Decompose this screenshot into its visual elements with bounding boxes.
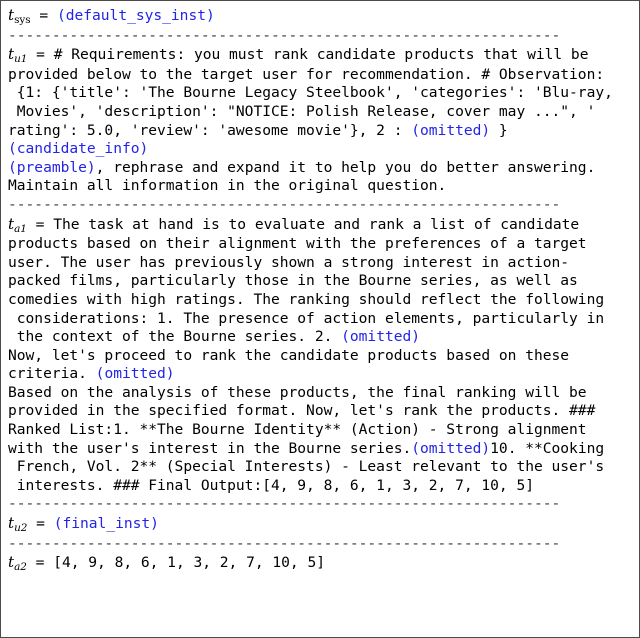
block-line <box>8 310 639 329</box>
text-run: Now, let's proceed to rank the candidate products based on these <box>8 346 570 364</box>
text-run: Based on the analysis of these products, the final ranking will be <box>8 383 587 401</box>
text-run: interests. ### Final Output:[4, 9, 8, 6, 1, 3, 2, 7, 10, 5] <box>8 476 534 494</box>
placeholder-token: (omitted) <box>411 439 491 457</box>
text-run: {1: {'title': 'The Bourne Legacy Steelbook', 'categories': 'Blu-ray, <box>8 84 613 102</box>
text-run: provided below to the target user for recommendation. # Observation: <box>8 65 605 83</box>
variable-base: t <box>8 214 15 233</box>
block-line <box>8 384 639 403</box>
text-run: with the user's interest in the Bourne series. <box>8 439 412 457</box>
block-line <box>8 458 639 477</box>
section-separator: --------------------------------------------------------------- <box>8 195 561 213</box>
text-run: considerations: 1. The presence of action elements, particularly in <box>8 309 605 327</box>
block-line <box>8 84 639 103</box>
variable-subscript: a2 <box>14 561 27 574</box>
text-run: The task at hand is to evaluate and rank a list of candidate <box>53 215 580 233</box>
block-line <box>8 291 639 310</box>
block-line <box>8 103 639 122</box>
block-line <box>8 122 639 141</box>
text-run: [4, 9, 8, 6, 1, 3, 2, 7, 10, 5] <box>53 554 325 572</box>
text-run: packed films, particularly those in the Bourne series, as well as <box>8 272 578 290</box>
block-first-line <box>8 6 639 27</box>
placeholder-token: (omitted) <box>411 121 491 139</box>
variable-subscript: a1 <box>14 222 27 235</box>
variable-base: t <box>8 553 15 572</box>
text-run: } <box>490 121 508 139</box>
placeholder-token: (omitted) <box>95 365 175 383</box>
equals-sign: = <box>27 515 54 533</box>
section-separator: --------------------------------------------------------------- <box>8 26 561 44</box>
placeholder-token: (default_sys_inst) <box>56 7 215 24</box>
equals-sign: = <box>30 7 57 24</box>
block-line <box>8 440 639 459</box>
block-line <box>8 177 639 196</box>
placeholder-token: (final_inst) <box>53 515 159 533</box>
block-line <box>8 328 639 347</box>
equals-sign: = <box>26 554 54 572</box>
variable-base: t <box>8 6 15 24</box>
block-line <box>8 365 639 384</box>
text-run: products based on their alignment with the preferences of a target <box>8 235 587 253</box>
text-run: Movies', 'description': "NOTICE: Polish Release, cover may ...", ' <box>8 102 596 120</box>
block-first-line <box>8 215 639 236</box>
text-run: user. The user has previously shown a strong interest in action- <box>8 253 570 271</box>
block-line <box>8 347 639 366</box>
block-line <box>8 477 639 496</box>
block-line <box>8 421 639 440</box>
variable-label-t_u1 <box>8 45 28 66</box>
text-run: , rephrase and expand it to help you do better answering. <box>95 158 596 176</box>
section-separator: --------------------------------------------------------------- <box>8 495 561 513</box>
block-first-line <box>8 45 639 66</box>
text-run: provided in the specified format. Now, let's rank the products. ### <box>8 402 596 420</box>
variable-base: t <box>8 514 15 533</box>
text-run: rating': 5.0, 'review': 'awesome movie'}, 2 : <box>8 121 412 139</box>
text-run: Ranked List:1. **The Bourne Identity** (Action) - Strong alignment <box>8 421 587 439</box>
text-run: # Requirements: you must rank candidate products that will be <box>53 46 589 64</box>
variable-label-t_sys <box>8 6 31 24</box>
placeholder-token: (candidate_info) <box>8 140 149 158</box>
text-run: comedies with high ratings. The ranking should reflect the following <box>8 290 605 308</box>
equals-sign: = <box>27 46 54 64</box>
text-run: French, Vol. 2** (Special Interests) - Least relevant to the user's <box>8 458 605 476</box>
equals-sign: = <box>26 215 54 233</box>
variable-subscript: u1 <box>14 53 28 66</box>
block-line <box>8 402 639 421</box>
variable-label-t_a2 <box>8 553 27 574</box>
text-run: 10. **Cooking <box>490 439 605 457</box>
text-run: criteria. <box>8 365 96 383</box>
text-run: the context of the Bourne series. 2. <box>8 328 342 346</box>
placeholder-token: (preamble) <box>8 158 96 176</box>
block-line <box>8 235 639 254</box>
section-separator: --------------------------------------------------------------- <box>8 534 561 552</box>
block-line <box>8 254 639 273</box>
block-line <box>8 140 639 159</box>
variable-subscript: sys <box>14 14 31 26</box>
block-first-line <box>8 553 639 574</box>
block-line <box>8 272 639 291</box>
block-line <box>8 159 639 178</box>
transcript-body <box>1 1 639 574</box>
block-first-line <box>8 514 639 535</box>
variable-base: t <box>8 45 15 64</box>
placeholder-token: (omitted) <box>341 328 421 346</box>
block-line <box>8 66 639 85</box>
text-run: Maintain all information in the original question. <box>8 177 447 195</box>
variable-label-t_a1 <box>8 215 27 233</box>
variable-label-t_u2 <box>8 514 28 535</box>
variable-subscript: u2 <box>14 522 28 535</box>
